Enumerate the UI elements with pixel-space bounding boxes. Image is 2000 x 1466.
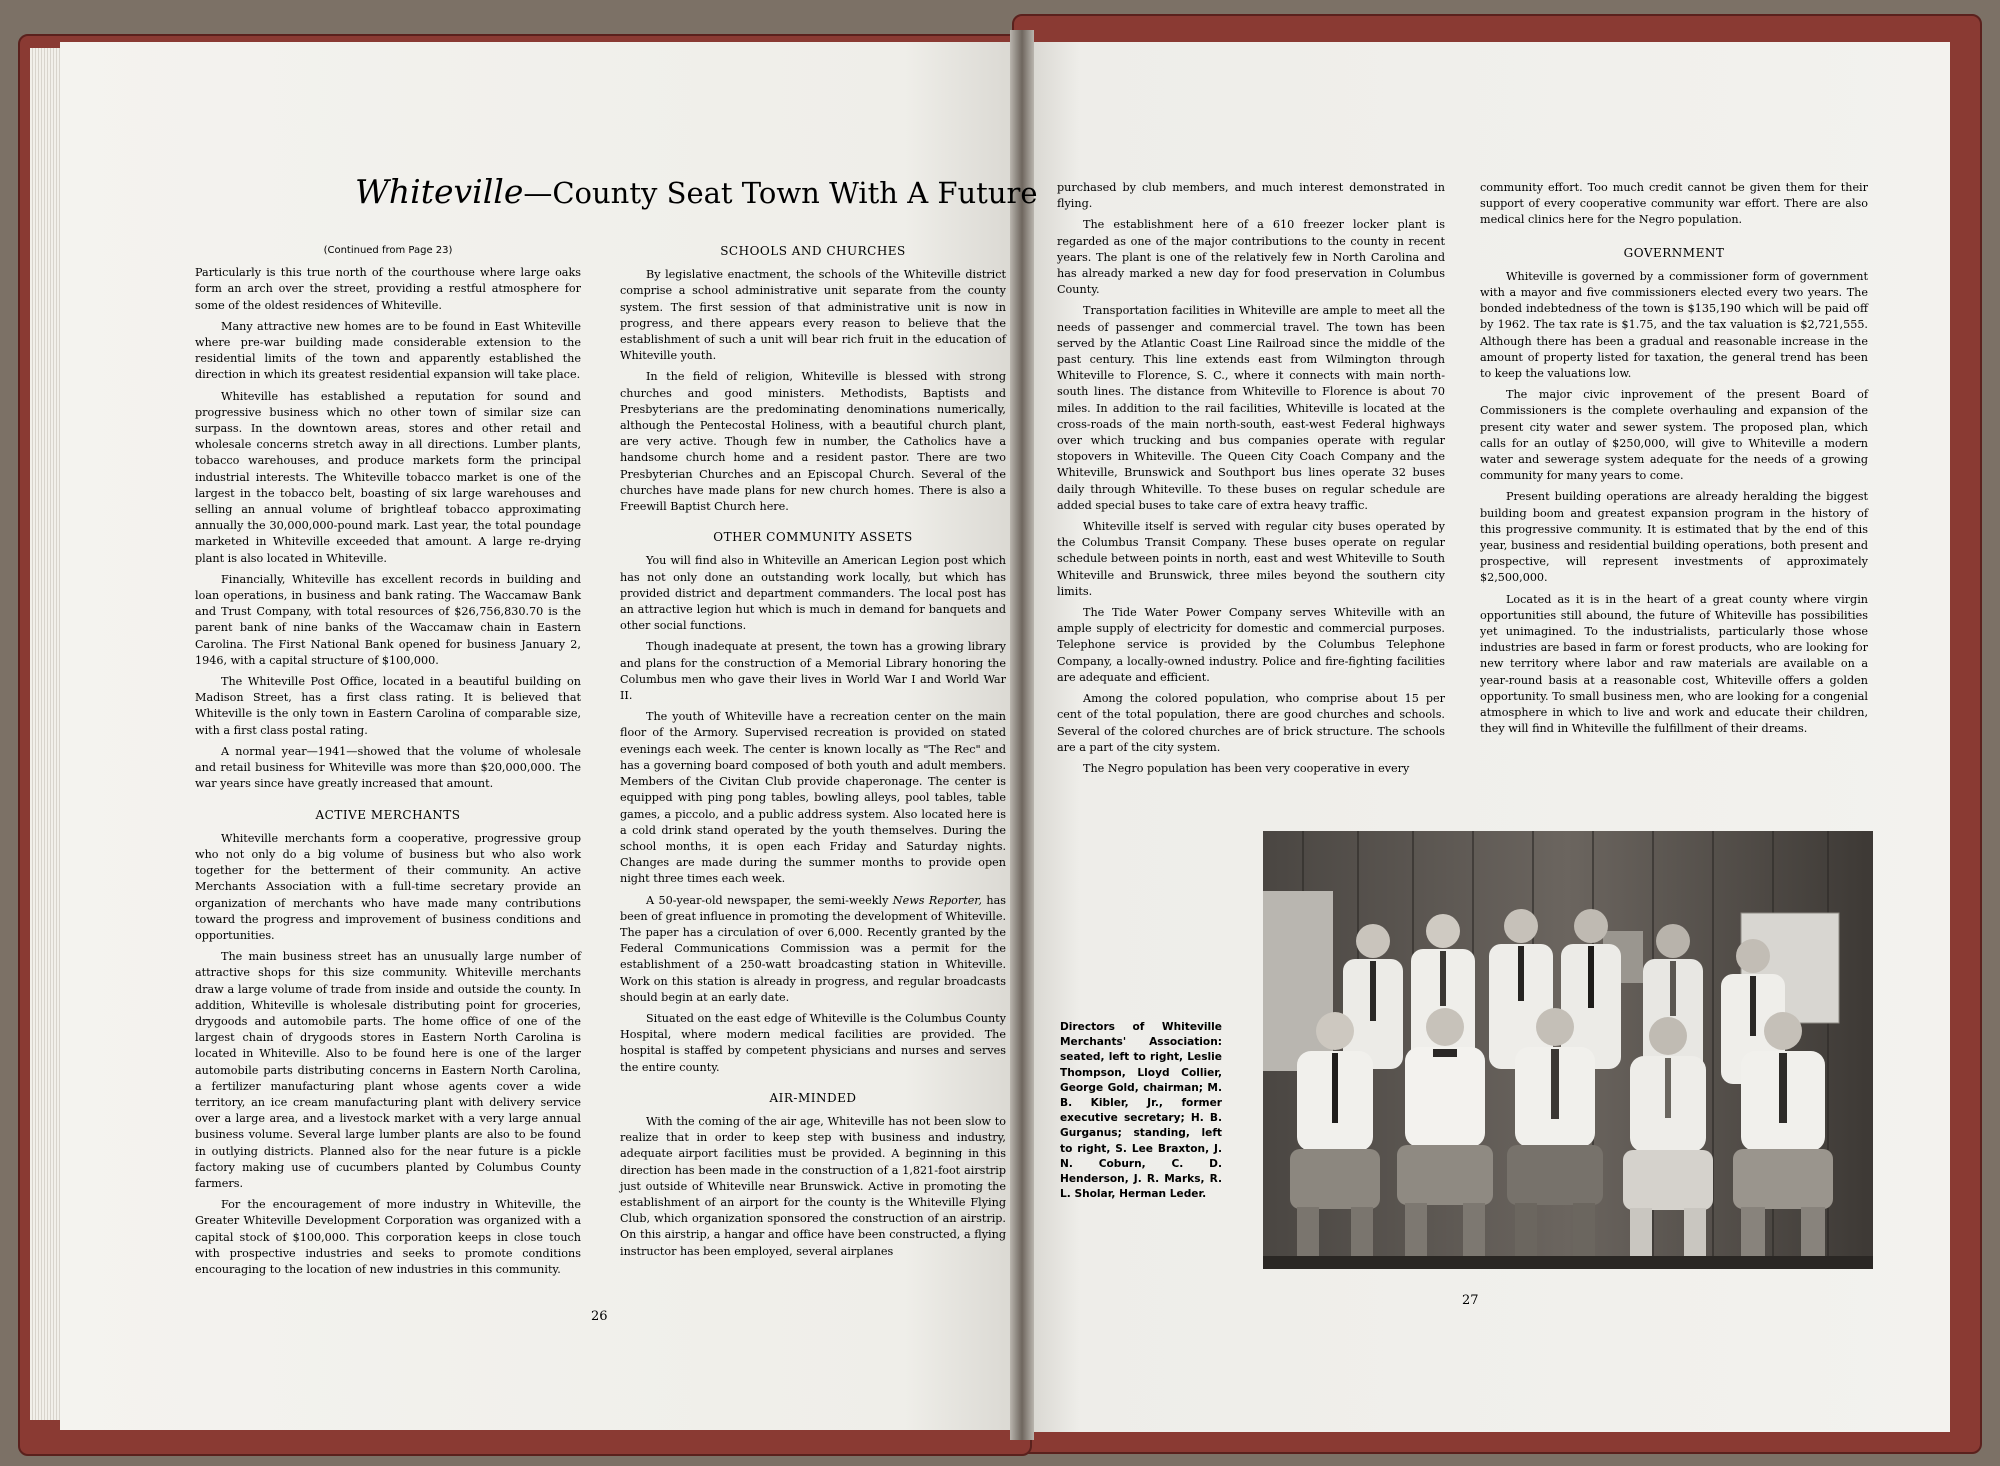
group-photograph [1263, 831, 1873, 1269]
paragraph: For the encouragement of more industry in Whiteville, the Greater Whiteville Development Corporation was organized with a capital stock of $100,000. This corporation keeps in close touch with prospective industries and seeks to promote conditions encouraging to the location of new industries in this community. [195, 1198, 581, 1276]
paragraph: The establishment here of a 610 freezer locker plant is regarded as one of the major contributions to the county in recent years. The plant is one of the relatively few in North Carolina and has already marked a new day for food preservation in Columbus County. [1057, 218, 1445, 297]
section-heading: OTHER COMMUNITY ASSETS [713, 530, 913, 545]
column-4 [1480, 180, 1868, 743]
continued-note: (Continued from Page 23) [323, 245, 453, 256]
book-gutter [1010, 30, 1034, 1440]
paragraph: Whiteville merchants form a cooperative, progressive group who not only do a big volume of business but who also work together for the betterment of their community. An active Merchants Association with a full-time secretary provide an organization of merchants who have made many contributions toward the progress and improvement of business conditions and opportunities. [195, 831, 581, 942]
paragraph: A normal year—1941—showed that the volume of wholesale and retail business for Whiteville was more than $20,000,000. The war years since have greatly increased that amount. [195, 744, 581, 791]
paragraph: The major civic inprovement of the present Board of Commissioners is the complete overhauling and expansion of the present city water and sewer system. The proposed plan, which calls for an outlay of $250,000, will give to Whiteville a modern water and sewerage system adequate for the needs of a growing community for many years to come. [1480, 388, 1868, 483]
text-run: A 50-year-old newspaper, the semi-weekly [646, 893, 893, 907]
paragraph: Particularly is this true north of the courthouse where large oaks form an arch over the street, providing a restful atmosphere for some of the oldest residences of Whiteville. [195, 266, 581, 312]
column-3 [1057, 180, 1445, 782]
paragraph: Many attractive new homes are to be found in East Whiteville where pre-war building made considerable extension to the residential limits of the town and apparently established the direction in which its greatest residential expansion will take place. [195, 319, 581, 382]
page-number-left: 26 [591, 1309, 608, 1324]
paragraph: The Whiteville Post Office, located in a beautiful building on Madison Street, has a first class rating. It is believed that Whiteville is the only town in Eastern Carolina of comparable size, with a first class postal rating. [195, 675, 581, 737]
newspaper-name: News Reporter, [892, 893, 982, 907]
paragraph: In the field of religion, Whiteville is blessed with strong churches and good ministers. Methodists, Baptists and Presbyterians are the predominating denominations numerically, although the Pentecostal Holiness, with a beautiful church plant, are very active. Though few in number, the Catholics have a handsome church home and a resident pastor. There are two Presbyterian Churches and an Episcopal Church. Several of the churches have made plans for new church homes. There is also a Freewill Baptist Church here. [620, 370, 1006, 514]
paragraph: The main business street has an unusually large number of attractive shops for this size community. Whiteville merchants draw a large volume of trade from inside and outside the county. In addition, Whiteville is wholesale distributing point for groceries, drygoods and automobile parts. The home office of one of the largest chain of drygoods stores in Eastern North Carolina is located in Whiteville. Also to be found here is one of the larger automobile parts distributing concerns in Eastern North Carolina, a fertilizer manufacturing plant whose agents cover a wide territory, an ice cream manufacturing plant with delivery service over a large area, and a livestock market with a very large annual business volume. Several large lumber plants are also to be found in outlying districts. Planned also for the near future is a pickle factory making use of cucumbers planted by Columbus County farmers. [195, 950, 581, 1190]
title-rest: —County Seat Town With A Future [523, 176, 1038, 210]
paragraph: Among the colored population, who comprise about 15 per cent of the total population, there are good churches and schools. Several of the colored churches are of brick structure. The schools are a part of the city system. [1057, 692, 1445, 754]
paragraph: Present building operations are already heralding the biggest building boom and greatest expansion program in the history of this progressive community. It is estimated that by the end of this year, business and residential building operations, both present and prospective, will represent investments of approximately $2,500,000. [1480, 490, 1868, 585]
paragraph: By legislative enactment, the schools of the Whiteville district comprise a school administrative unit separate from the county system. The first session of that administrative unit is now in progress, and there appears every reason to believe that the establishment of such a unit will bear rich fruit in the education of Whiteville youth. [620, 268, 1006, 363]
column-2 [620, 237, 1006, 1265]
paragraph: Transportation facilities in Whiteville are ample to meet all the needs of passenger and commercial travel. The town has been served by the Atlantic Coast Line Railroad since the middle of the past century. This line extends east from Wilmington through Whiteville to Florence, S. C., where it connects with main north-south lines. The distance from Whiteville to Florence is about 70 miles. In addition to the rail facilities, Whiteville is located at the cross-roads of the main north-south, east-west Federal highways over which trucking and bus companies operate with regular stopovers in Whiteville. The Queen City Coach Company and the Whiteville, Brunswick and Southport bus lines operate 32 buses daily through Whiteville. To these buses on regular schedule are added special buses to take care of extra heavy traffic. [1057, 304, 1445, 512]
paragraph: Located as it is in the heart of a great county where virgin opportunities still abound, the future of Whiteville has possibilities yet unimagined. To the industrialists, particularly those whose industries are based in farm or forest products, who are looking for new territory where labor and raw materials are available on a year-round basis at a reasonable cost, Whiteville offers a golden opportunity. To small business men, who are looking for a congenial atmosphere in which to live and work and educate their children, they will find in Whiteville the fulfillment of their dreams. [1480, 592, 1868, 736]
section-heading: AIR-MINDED [769, 1090, 857, 1105]
paragraph: Financially, Whiteville has excellent records in building and loan operations, in business and bank rating. The Waccamaw Bank and Trust Company, with total resources of $26,756,830.70 is the parent bank of nine banks of the Waccamaw chain in Eastern Carolina. The First National Bank opened for business January 2, 1946, with a capital structure of $100,000. [195, 572, 581, 667]
paragraph: The Negro population has been very cooperative in every [1083, 761, 1410, 775]
section-heading: ACTIVE MERCHANTS [315, 807, 461, 822]
paragraph: Whiteville itself is served with regular city buses operated by the Columbus Transit Company. These buses operate on regular schedule between points in north, east and west Whiteville to South Whiteville and Brunswick, three miles beyond the southern city limits. [1057, 520, 1445, 598]
photo-caption: Directors of Whiteville Merchants' Association: seated, left to right, Leslie Thompson, Lloyd Collier, George Gold, chairman; M. B. Kibler, Jr., former executive secretary; H. B. Gurganus; standing, left to right, S. Lee Braxton, J. N. Coburn, C. D. Henderson, J. R. Marks, R. L. Sholar, Herman Leder. [1060, 1021, 1222, 1201]
paragraph: Whiteville is governed by a commissioner form of government with a mayor and five commissioners elected every two years. The bonded indebtedness of the town is $135,190 which will be paid off by 1962. The tax rate is $1.75, and the tax valuation is $2,721,555. Although there has been a gradual and reasonable increase in the amount of property listed for taxation, the general trend has been to keep the valuations low. [1480, 269, 1868, 381]
text-run: has been of great influence in promoting the development of Whiteville. The paper has a circulation of over 6,000. Recently granted by the Federal Communications Commission was a permit for the establishment of a 250-watt broadcasting station in Whiteville. Work on this station is already in progress, and regular broadcasts should begin at an early date. [620, 893, 1006, 1004]
paragraph: Situated on the east edge of Whiteville is the Columbus County Hospital, where modern medical facilities are provided. The hospital is staffed by competent physicians and nurses and serves the entire county. [620, 1011, 1006, 1074]
paragraph [620, 893, 1006, 1006]
section-heading: GOVERNMENT [1623, 245, 1725, 260]
paragraph: purchased by club members, and much interest demonstrated in flying. [1057, 181, 1445, 211]
article-title [355, 172, 1038, 211]
paragraph: You will find also in Whiteville an American Legion post which has not only done an outstanding work locally, but which has provided district and department commanders. The local post has an attractive legion hut which is much in demand for banquets and other social functions. [620, 554, 1006, 633]
paragraph: The youth of Whiteville have a recreation center on the main floor of the Armory. Supervised recreation is provided on stated evenings each week. The center is known locally as "The Rec" and has a governing board composed of both youth and adult members. Members of the Civitan Club provide chaperonage. The center is equipped with ping pong tables, bowling alleys, pool tables, table games, a piccolo, and a public address system. Also located here is a cold drink stand operated by the youth themselves. During the school months, it is open each Friday and Saturday nights. Changes are made during the summer months to provide open night three times each week. [620, 710, 1006, 886]
title-place: Whiteville [355, 172, 524, 211]
column-1 [195, 243, 581, 1283]
paragraph: The Tide Water Power Company serves Whiteville with an ample supply of electricity for domestic and commercial purposes. Telephone service is provided by the Columbus Telephone Company, a locally-owned industry. Police and fire-fighting facilities are adequate and efficient. [1057, 606, 1445, 684]
paragraph: With the coming of the air age, Whiteville has not been slow to realize that in order to keep step with business and industry, adequate airport facilities must be provided. A beginning in this direction has been made in the construction of a 1,821-foot airstrip just outside of Whiteville near Brunswick. Active in promoting the establishment of an airport for the county is the Whiteville Flying Club, which organization sponsored the construction of an airstrip. On this airstrip, a hangar and office have been constructed, a flying instructor has been employed, several airplanes [620, 1114, 1006, 1258]
page-number-right: 27 [1462, 1293, 1479, 1308]
section-heading: SCHOOLS AND CHURCHES [720, 244, 906, 258]
paragraph: community effort. Too much credit cannot be given them for their support of every cooperative community war effort. There are also medical clinics here for the Negro population. [1480, 181, 1868, 227]
photo-illustration [1263, 831, 1873, 1269]
paragraph: Though inadequate at present, the town has a growing library and plans for the construction of a Memorial Library honoring the Columbus men who gave their lives in World War I and World War II. [620, 640, 1006, 703]
floor [1263, 1256, 1873, 1269]
paragraph: Whiteville has established a reputation for sound and progressive business which no other town of similar size can surpass. In the downtown areas, stores and other retail and wholesale concerns stretch away in all directions. Lumber plants, tobacco warehouses, and produce markets form the principal industrial interests. The Whiteville tobacco market is one of the largest in the tobacco belt, boasting of six large warehouses and selling an annual volume of brightleaf tobacco approximating annually the 30,000,000-pound mark. Last year, the total poundage marketed in Whiteville exceeded that amount. A large re-drying plant is also located in Whiteville. [195, 389, 581, 565]
